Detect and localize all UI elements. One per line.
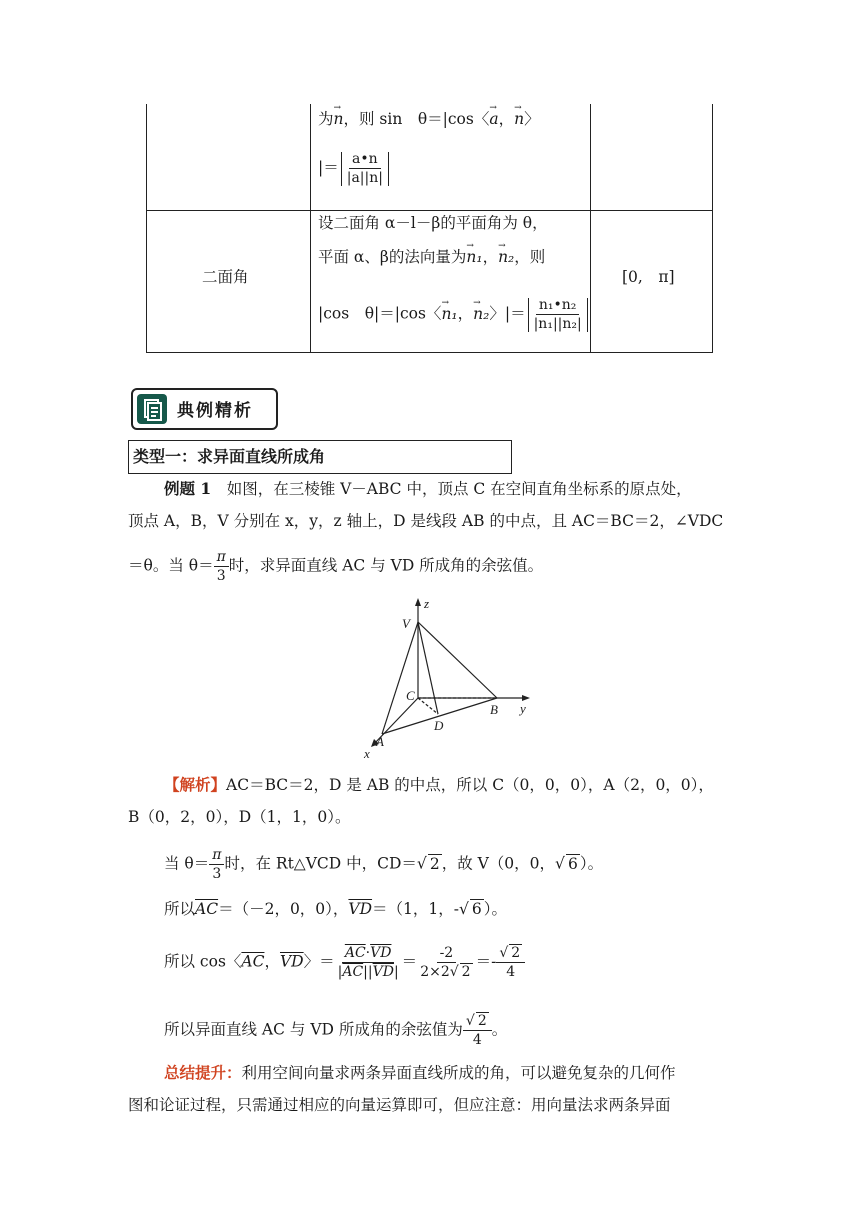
label-x: x bbox=[364, 746, 370, 760]
row1-line1: 为→ n，则 sin θ＝|cos〈→ a，→ n〉 bbox=[318, 108, 540, 130]
solution-line5: 所以 cos〈$\overline{AC}$，$\overline{VD}$〉＝ $\frac{\overline{AC}\cdot\overline{VD}}{|\overline{AC}||\overline{VD}|}$ ＝ $\frac{-2}{2\times 2√ 2}$ ＝- $\frac{√ 2}{4}$ bbox=[164, 944, 525, 981]
label-A: A bbox=[376, 734, 384, 749]
solution-line3: 当 θ＝ $\frac{\pi}{3}$ 时，在 Rt△VCD 中，CD＝√ 2 ，故 V（0，0，√ 6 ）。 bbox=[164, 847, 604, 882]
edge-VD bbox=[418, 622, 438, 714]
solution-line2: B（0，2，0），D（1，1，0）。 bbox=[128, 808, 351, 826]
summary-line1: 总结提升：利用空间向量求两条异面直线所成的角，可以避免复杂的几何作 bbox=[164, 1063, 676, 1082]
solution-line1: 【解析】AC＝BC＝2，D 是 AB 的中点，所以 C（0，0，0），A（2，0，0）， bbox=[164, 775, 714, 794]
solution-line4: 所以$\overline{AC}=(-2$，0，0），$\overline{VD}=(1$，1，-√ 6 ）。 bbox=[164, 900, 508, 918]
row2-line1: 设二面角 α－l－β的平面角为 θ， bbox=[318, 214, 548, 232]
example-line2: 顶点 A，B，V 分别在 x，y，z 轴上，D 是线段 AB 的中点，且 AC＝BC＝2，∠VDC bbox=[128, 512, 724, 530]
label-V: V bbox=[402, 616, 410, 631]
range-value: [0, π] bbox=[622, 268, 675, 286]
document-icon bbox=[137, 394, 167, 424]
example-line1: 例题 1 如图，在三棱锥 V－ABC 中，顶点 C 在空间直角坐标系的原点处， bbox=[164, 479, 692, 498]
example-line3: ＝θ。当 θ＝ $\frac{\pi}{3}$ 时，求异面直线 AC 与 VD 所成角的余弦值。 bbox=[128, 549, 544, 584]
label-z: z bbox=[424, 596, 430, 611]
type-heading: 类型一：求异面直线所成角 bbox=[133, 447, 326, 466]
row1-line2: |＝ $\frac{a•n}{|a||n|}$ bbox=[318, 150, 391, 187]
label-y: y bbox=[520, 701, 526, 716]
label-B: B bbox=[490, 702, 498, 717]
tetrahedron-figure bbox=[360, 596, 540, 760]
label-D: D bbox=[434, 718, 444, 733]
label-C: C bbox=[406, 688, 415, 703]
summary-line2: 图和论证过程，只需通过相应的向量运算即可，但应注意：用向量法求两条异面 bbox=[128, 1096, 671, 1114]
row2-line3: |cos θ|＝|cos〈→ n₁，→ n₂〉|＝ $\frac{\text{n₁•n₂}}{\text{|n₁||n₂|}}$ bbox=[318, 296, 590, 333]
type-heading-box bbox=[128, 440, 512, 474]
row2-line2: 平面 α、β的法向量为→ n₁，→ n₂，则 bbox=[318, 246, 545, 268]
section-title: 典例精析 bbox=[177, 401, 253, 421]
solution-line6: 所以异面直线 AC 与 VD 所成角的余弦值为 $\frac{√ 2}{4}$ 。 bbox=[164, 1013, 508, 1048]
section-badge bbox=[131, 388, 278, 430]
dihedral-angle-label: 二面角 bbox=[202, 268, 249, 286]
edge-VB bbox=[418, 622, 497, 698]
